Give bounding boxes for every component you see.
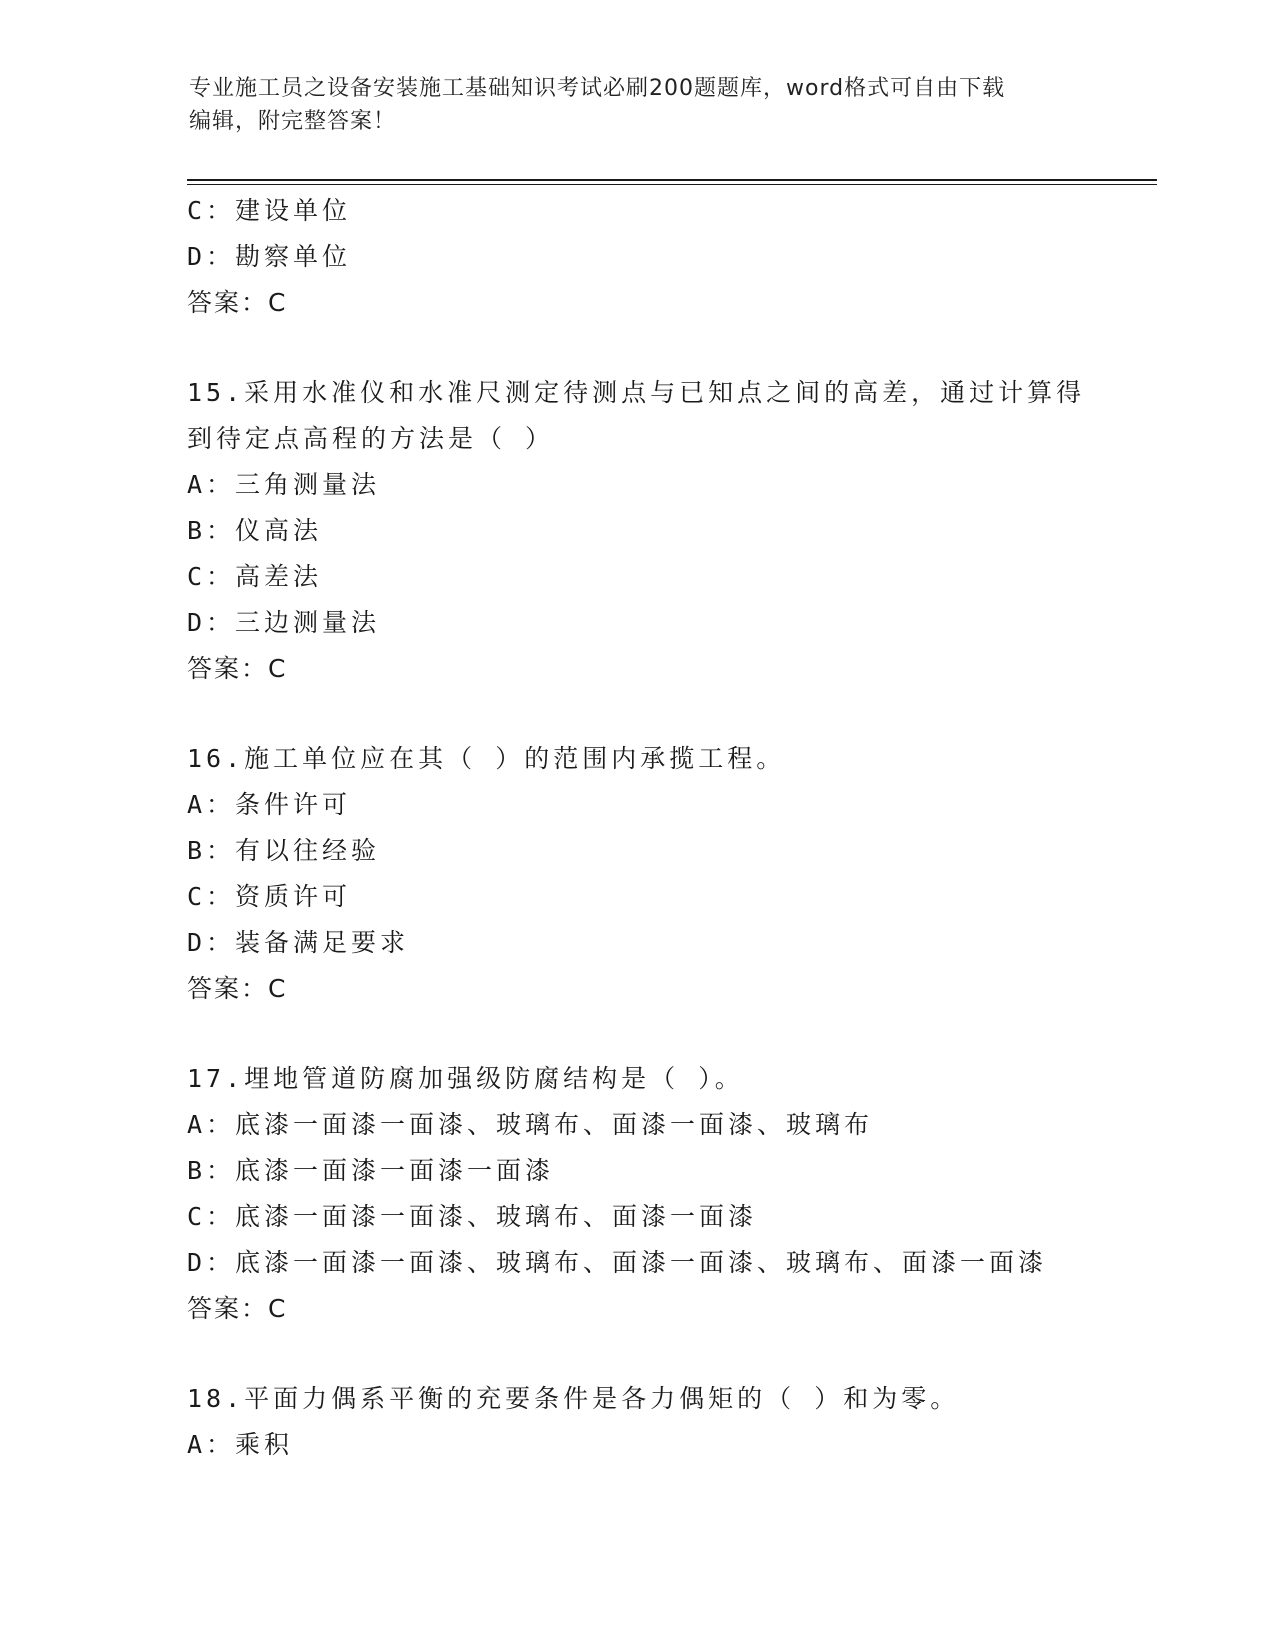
answer-line: 答案：C (187, 654, 288, 683)
option-d: D：底漆一面漆一面漆、玻璃布、面漆一面漆、玻璃布、面漆一面漆 (187, 1248, 1048, 1277)
document-header (189, 72, 1089, 138)
option-b: B：有以往经验 (187, 836, 381, 865)
option-c: C：建设单位 (187, 196, 352, 225)
question-stem-line-1: 17.埋地管道防腐加强级防腐结构是（ ）。 (187, 1064, 744, 1093)
option-a: A：三角测量法 (187, 470, 381, 499)
header-divider-thick (187, 179, 1157, 181)
answer-line: 答案：C (187, 974, 288, 1003)
option-d: D：装备满足要求 (187, 928, 410, 957)
answer-line: 答案：C (187, 1294, 288, 1323)
option-c: C：底漆一面漆一面漆、玻璃布、面漆一面漆 (187, 1202, 758, 1231)
question-17 (187, 1056, 1167, 1332)
question-14-continued (187, 188, 1167, 326)
option-a: A：底漆一面漆一面漆、玻璃布、面漆一面漆、玻璃布 (187, 1110, 874, 1139)
option-d: D：勘察单位 (187, 242, 352, 271)
spacer (187, 326, 1167, 370)
question-16 (187, 736, 1167, 1012)
question-stem-line-1: 18.平面力偶系平衡的充要条件是各力偶矩的（ ）和为零。 (187, 1384, 960, 1413)
header-divider-thin (187, 184, 1157, 185)
answer-line: 答案：C (187, 288, 288, 317)
question-18 (187, 1376, 1167, 1468)
header-title-line-1: 专业施工员之设备安装施工基础知识考试必刷200题题库，word格式可自由下载 (189, 76, 1006, 101)
question-list (187, 188, 1167, 1468)
spacer (187, 1012, 1167, 1056)
question-15 (187, 370, 1167, 692)
option-a: A：条件许可 (187, 790, 352, 819)
option-d: D：三边测量法 (187, 608, 381, 637)
option-a: A：乘积 (187, 1430, 294, 1459)
question-stem-line-1: 16.施工单位应在其（ ）的范围内承揽工程。 (187, 744, 786, 773)
option-c: C：资质许可 (187, 882, 352, 911)
header-title-line-2: 编辑，附完整答案！ (189, 109, 397, 134)
option-c: C：高差法 (187, 562, 323, 591)
question-stem-line-2: 到待定点高程的方法是（ ） (187, 424, 555, 453)
spacer (187, 692, 1167, 736)
option-b: B：仪高法 (187, 516, 323, 545)
spacer (187, 1332, 1167, 1376)
option-b: B：底漆一面漆一面漆一面漆 (187, 1156, 555, 1185)
question-stem-line-1: 15.采用水准仪和水准尺测定待测点与已知点之间的高差，通过计算得 (187, 378, 1086, 407)
